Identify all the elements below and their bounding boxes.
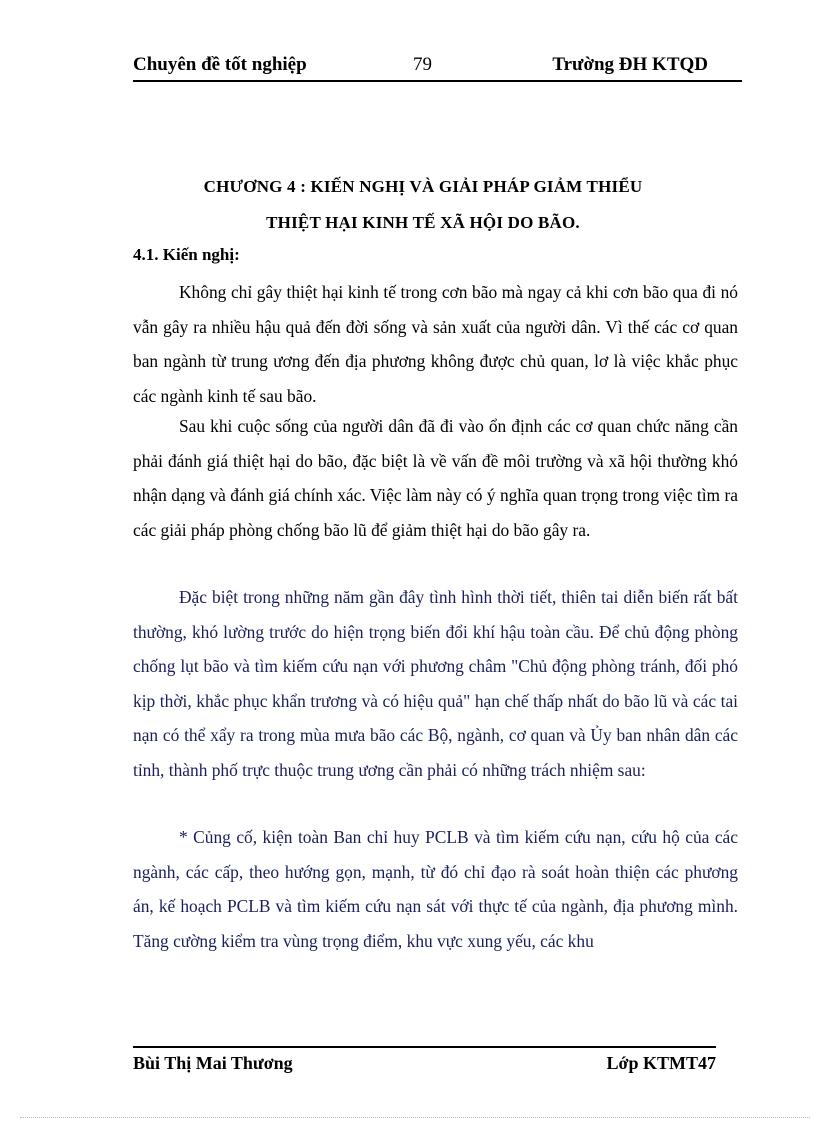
section-heading: 4.1. Kiến nghị:	[133, 245, 240, 264]
chapter-title-line-1: CHƯƠNG 4 : KIẾN NGHỊ VÀ GIẢI PHÁP GIẢM THIỂU	[203, 177, 643, 196]
page-bottom-divider	[20, 1117, 810, 1118]
page-header	[133, 50, 742, 82]
footer-author: Bùi Thị Mai Thương	[133, 1053, 293, 1073]
page-number: 79	[413, 54, 432, 75]
chapter-title-line-2: THIỆT HẠI KINH TẾ XÃ HỘI DO BÃO.	[266, 213, 580, 232]
paragraph: Đặc biệt trong những năm gần đây tình hình thời tiết, thiên tai diễn biến rất bất thường, khó lường trước do hiện trọng biến đổi khí hậu toàn cầu. Để chủ động phòng chống lụt bão và tìm kiếm cứu nạn với phương châm "Chủ động phòng tránh, đối phó kịp thời, khắc phục khẩn trương và có hiệu quả" hạn chế thấp nhất do bão lũ và các tai nạn có thể xẩy ra trong mùa mưa bão các Bộ, ngành, cơ quan và Ủy ban nhân dân các tỉnh, thành phố trực thuộc trung ương cần phải có những trách nhiệm sau:	[133, 587, 738, 780]
page-footer	[133, 1046, 716, 1078]
footer-class: Lớp KTMT47	[606, 1053, 716, 1073]
paragraph: * Củng cố, kiện toàn Ban chỉ huy PCLB và tìm kiếm cứu nạn, cứu hộ của các ngành, các cấp, theo hướng gọn, mạnh, từ đó chỉ đạo rà soát hoàn thiện các phương án, kế hoạch PCLB và tìm kiếm cứu nạn sát với thực tế của ngành, địa phương mình. Tăng cường kiểm tra vùng trọng điểm, khu vực xung yếu, các khu	[133, 827, 738, 951]
paragraph: Không chỉ gây thiệt hại kinh tế trong cơn bão mà ngay cả khi cơn bão qua đi nó vẫn gây ra nhiều hậu quả đến đời sống và sản xuất của người dân. Vì thế các cơ quan ban ngành từ trung ương đến địa phương không được chủ quan, lơ là việc khắc phục các ngành kinh tế sau bão.	[133, 282, 738, 406]
paragraph: Sau khi cuộc sống của người dân đã đi vào ổn định các cơ quan chức năng cần phải đánh giá thiệt hại do bão, đặc biệt là về vấn đề môi trường và xã hội thường khó nhận dạng và đánh giá chính xác. Việc làm này có ý nghĩa quan trọng trong việc tìm ra các giải pháp phòng chống bão lũ để giảm thiệt hại do bão gây ra.	[133, 416, 738, 540]
header-title: Chuyên đề tốt nghiệp	[133, 54, 307, 75]
header-school: Trường ĐH KTQD	[552, 54, 708, 75]
